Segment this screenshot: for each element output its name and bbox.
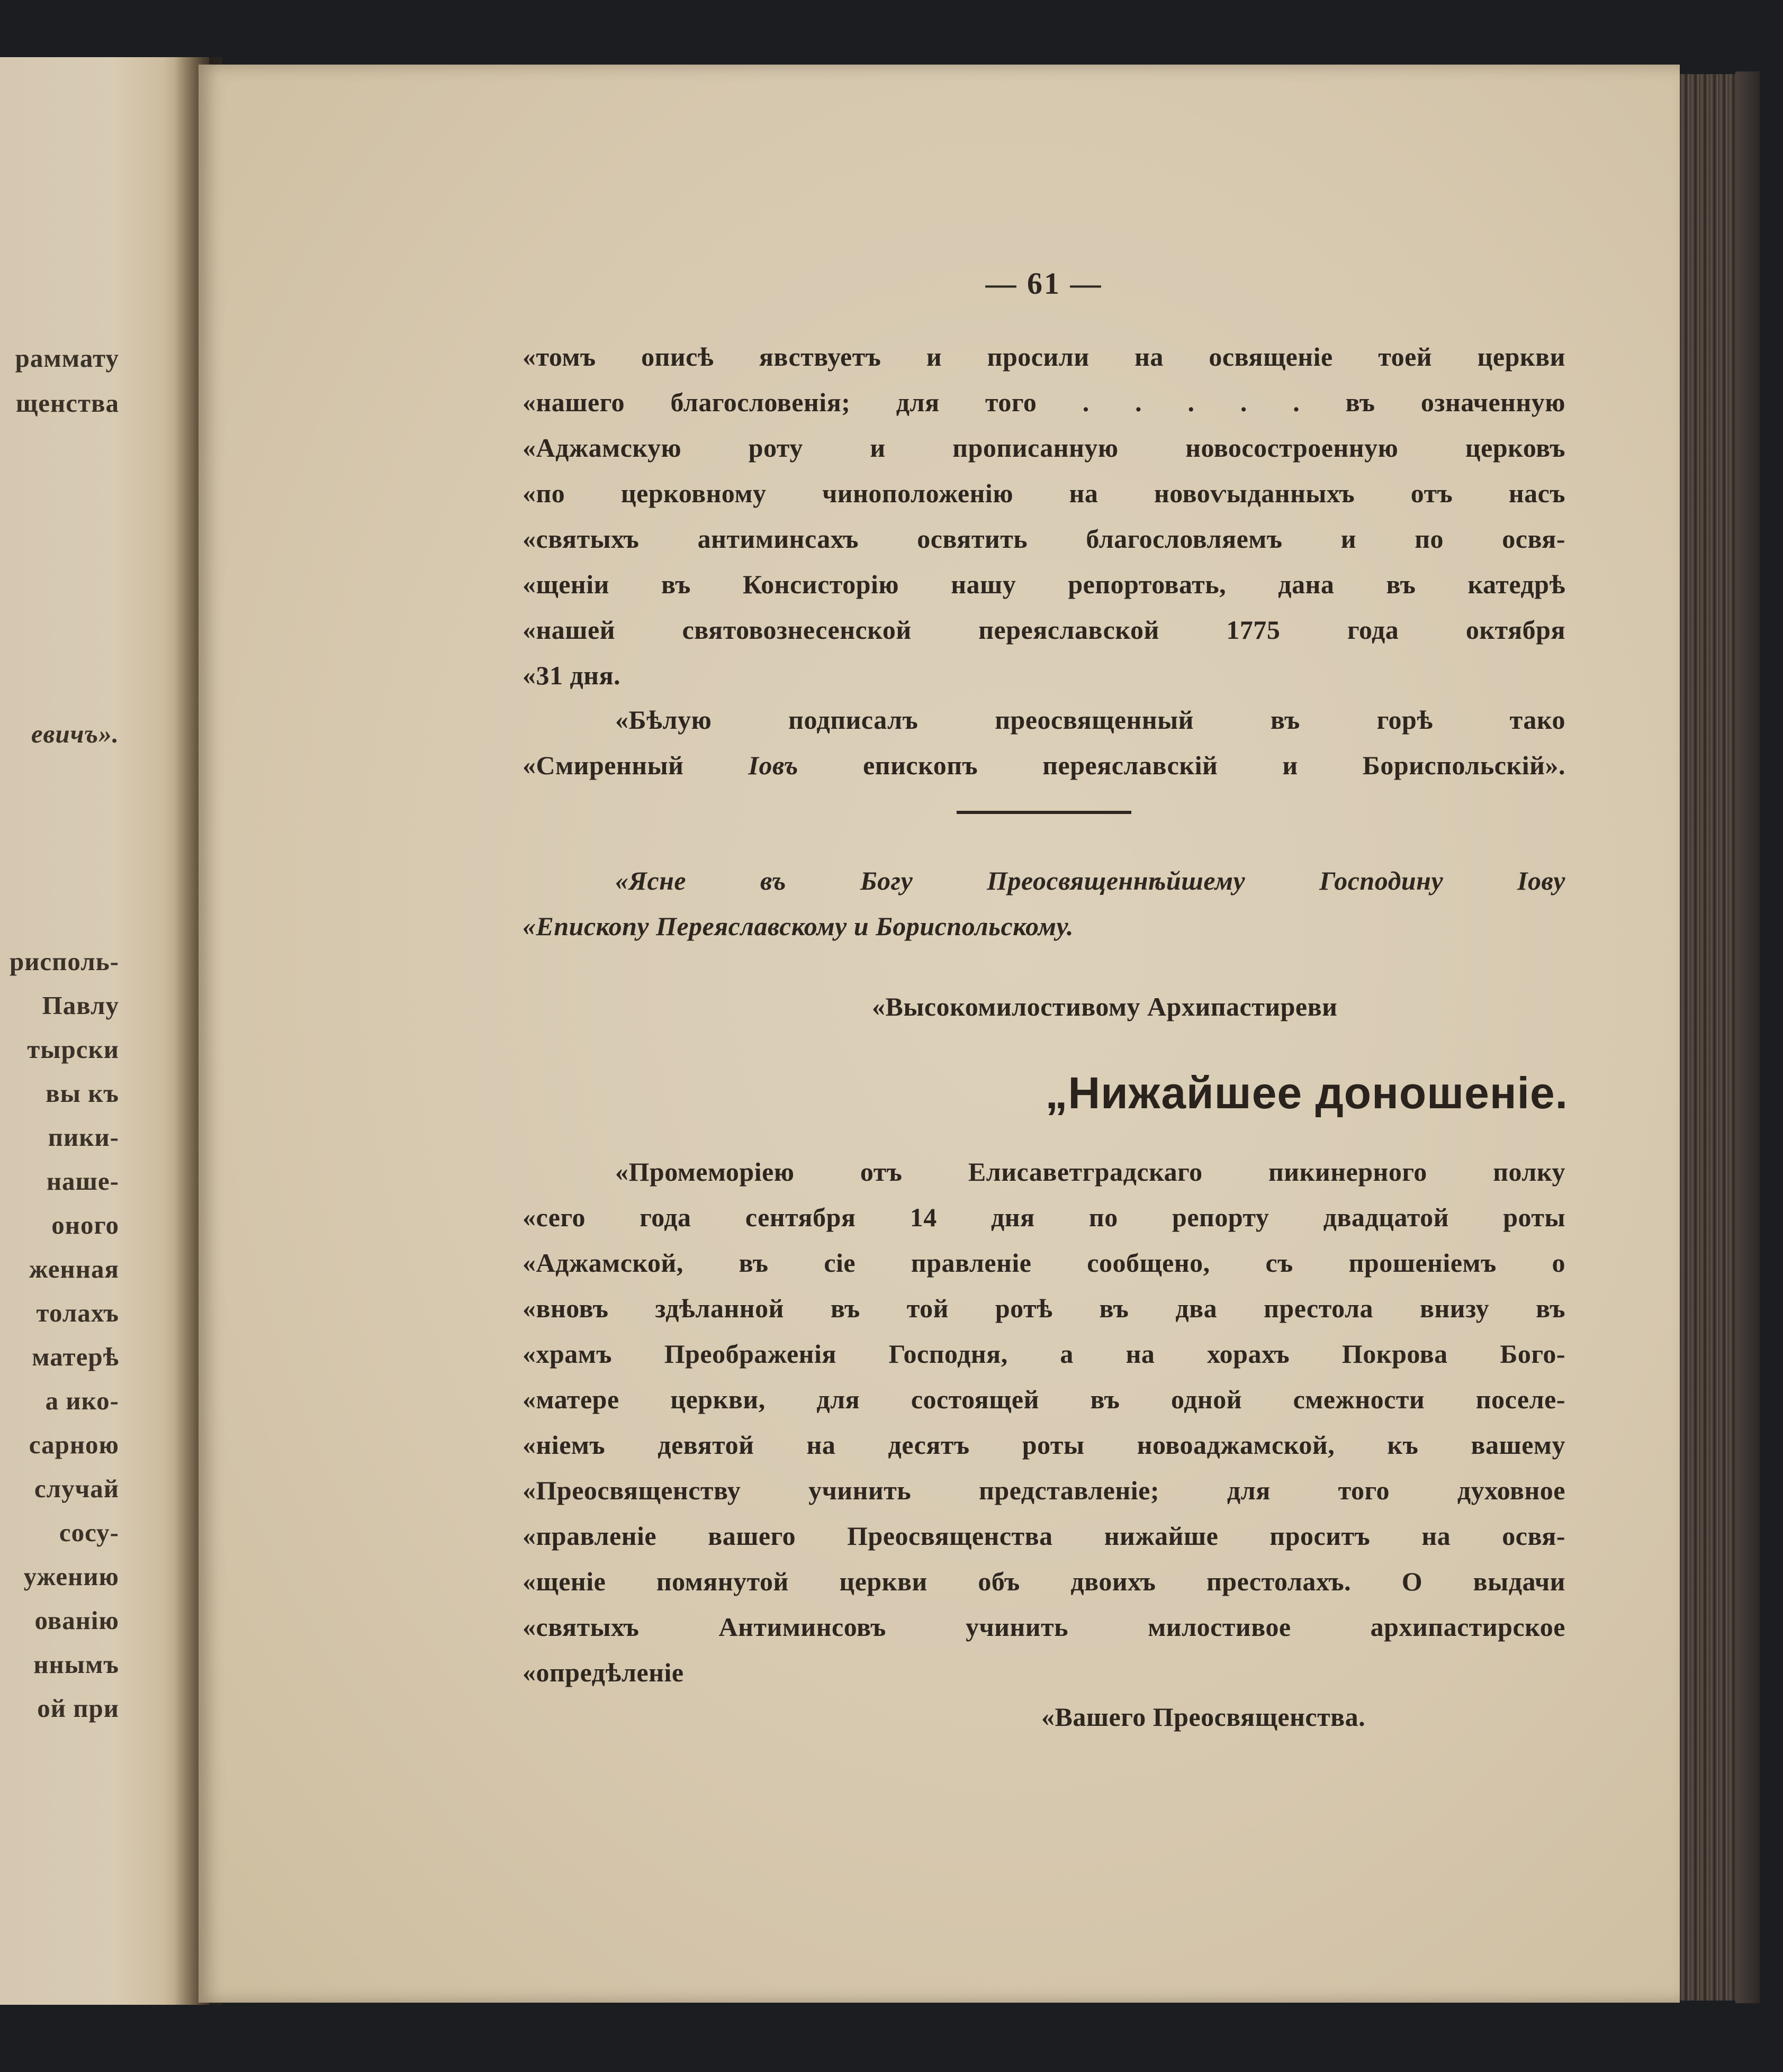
text-line: «святыхъ антиминсахъ освятить благословляемъ и по освя-: [523, 524, 1565, 554]
text-line: «ніемъ девятой на десятъ роты новоаджамской, къ вашему: [523, 1430, 1565, 1460]
left-page-line: женная: [29, 1254, 119, 1283]
text-line: «сего года сентября 14 дня по репорту двадцатой роты: [523, 1202, 1565, 1232]
address-line: «Ясне въ Богу Преосвященнѣйшему Господину Іову: [615, 866, 1565, 895]
text-line: «храмъ Преображенія Господня, а на хорахъ Покрова Бого-: [523, 1339, 1565, 1369]
text-line: «святыхъ Антиминсовъ учинить милостивое архипастирское: [523, 1612, 1565, 1642]
address-line: «Епископу Переяславскому и Бориспольскому.: [523, 911, 1074, 941]
section-divider: [957, 811, 1131, 814]
left-page-line: пики-: [48, 1123, 119, 1152]
text-line: «вновъ здѣланной въ той ротѣ въ два престола внизу въ: [523, 1293, 1565, 1323]
left-page-line: ужению: [23, 1562, 119, 1591]
text-line: «правленіе вашего Преосвященства нижайше проситъ на освя-: [523, 1521, 1565, 1551]
left-page-line: рисполь-: [9, 947, 119, 976]
left-page-line: наше-: [46, 1166, 119, 1196]
left-page-line: вы къ: [46, 1079, 119, 1108]
text-line: «по церковному чиноположенію на новоѵыданныхъ отъ насъ: [523, 478, 1565, 508]
text-line: «нашего благословенія; для того . . . . . въ означенную: [523, 387, 1565, 417]
text-line: «щеніе помянутой церкви объ двоихъ престолахъ. О выдачи: [523, 1567, 1565, 1596]
left-page-line: сосу-: [59, 1518, 119, 1547]
left-page-line: случай: [34, 1474, 119, 1503]
signature-line: [523, 748, 1565, 782]
closing-line: «Вашего Преосвященства.: [1041, 1702, 1366, 1732]
right-page: [199, 65, 1680, 2003]
left-page-line: а ико-: [45, 1386, 119, 1415]
left-page-line: ой при: [37, 1694, 119, 1723]
signature-text: епископъ переяславскій и Бориспольскій».: [798, 750, 1565, 780]
signature-line: «Бѣлую подписалъ преосвященный въ горѣ тако: [615, 705, 1565, 735]
left-page-line: раммату: [15, 343, 119, 373]
left-page-line: толахъ: [36, 1298, 119, 1327]
text-line: «нашей святовознесенской переяславской 1775 года октября: [523, 615, 1565, 645]
page-edges: [1680, 74, 1735, 2001]
text-line: «31 дня.: [523, 660, 621, 690]
text-line: «Аджамской, въ сіе правленіе сообщено, съ прошеніемъ о: [523, 1248, 1565, 1278]
signature-text: «Смиренный: [523, 750, 749, 780]
left-page-line: сарною: [29, 1430, 119, 1459]
book-cover-edge: [1735, 71, 1760, 2003]
text-line: «Аджамскую роту и прописанную новосостроенную церковъ: [523, 433, 1565, 463]
text-line: «матере церкви, для состоящей въ одной смежности поселе-: [523, 1385, 1565, 1414]
text-line: «томъ описѣ явствуетъ и просили на освященіе тоей церкви: [523, 342, 1565, 372]
text-line: «опредѣленіе: [523, 1658, 684, 1687]
left-page-line: тырски: [27, 1035, 119, 1064]
page-number: — 61 —: [985, 266, 1103, 301]
left-page-line: щенства: [15, 388, 119, 418]
document-heading: „Нижайшее доношеніе.: [1045, 1068, 1568, 1118]
salutation: «Высокомилостивому Архипастиреви: [872, 992, 1338, 1021]
left-page-line: ннымъ: [33, 1650, 119, 1679]
text-line: «Промеморіею отъ Елисаветградскаго пикинерного полку: [615, 1157, 1565, 1187]
text-line: «щеніи въ Консисторію нашу репортовать, дана въ катедрѣ: [523, 569, 1565, 599]
left-page-line: Павлу: [42, 991, 119, 1020]
left-page-line: оного: [51, 1210, 119, 1239]
left-page-line: ованію: [34, 1606, 119, 1635]
signature-name: Іовъ: [748, 750, 798, 780]
text-line: «Преосвященству учинить представленіе; для того духовное: [523, 1476, 1565, 1505]
left-page-line: матерѣ: [32, 1342, 119, 1371]
left-page-line: евичъ».: [31, 719, 119, 748]
